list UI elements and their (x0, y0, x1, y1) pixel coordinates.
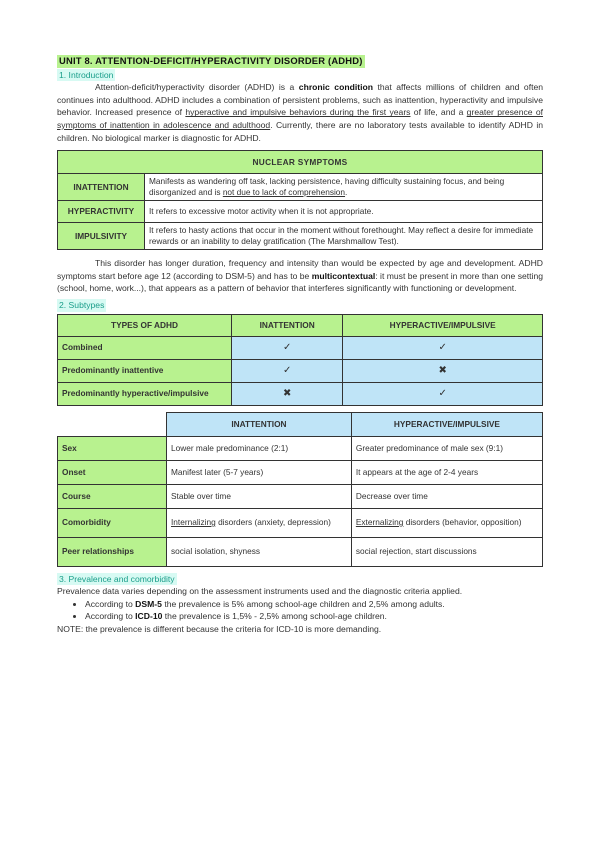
row-label: Course (58, 484, 167, 508)
table-row (58, 336, 543, 359)
row-label: Onset (58, 460, 167, 484)
list-item: • According to ICD-10 the prevalence is 1,5% - 2,5% among school-age children. (85, 610, 543, 623)
nuclear-symptoms-table (57, 150, 543, 250)
document-page (57, 55, 543, 636)
cross-mark: ✖ (232, 382, 343, 405)
row-text: It refers to hasty actions that occur in the moment without forethought. May reflect a desire for immediate rewards or an inability to delay gratification (The Marshmallow Test). (145, 223, 543, 250)
prevalence-list (57, 598, 543, 623)
row-label: Sex (58, 436, 167, 460)
column-header: INATTENTION (167, 412, 352, 436)
empty-corner-cell (58, 412, 167, 436)
row-label: HYPERACTIVITY (58, 201, 145, 223)
cell-hyperactive: Decrease over time (351, 484, 542, 508)
table-row (58, 223, 543, 250)
row-text: Manifests as wandering off task, lacking persistence, having difficulty sustaining focus, and being disorganized and is not due to lack of comprehension. (145, 174, 543, 201)
unit-title: UNIT 8. ATTENTION-DEFICIT/HYPERACTIVITY DISORDER (ADHD) (59, 55, 363, 66)
cell-hyperactive: Externalizing disorders (behavior, opposition) (351, 508, 542, 537)
table-row (58, 201, 543, 223)
row-text: It refers to excessive motor activity when it is not appropriate. (145, 201, 543, 223)
table-row (58, 484, 543, 508)
prevalence-intro: Prevalence data varies depending on the assessment instruments used and the diagnostic criteria applied. (57, 586, 463, 597)
comparison-table (57, 412, 543, 567)
section-heading-prevalence: 3. Prevalence and comorbidity (59, 573, 175, 584)
row-label: Peer relationships (58, 537, 167, 566)
cell-hyperactive: It appears at the age of 2-4 years (351, 460, 542, 484)
table-header: NUCLEAR SYMPTOMS (58, 151, 543, 174)
check-mark: ✓ (343, 336, 543, 359)
cross-mark: ✖ (343, 359, 543, 382)
table-row (58, 174, 543, 201)
cell-inattention: Internalizing disorders (anxiety, depression) (167, 508, 352, 537)
cell-inattention: social isolation, shyness (167, 537, 352, 566)
check-mark: ✓ (343, 382, 543, 405)
column-header: HYPERACTIVE/IMPULSIVE (343, 314, 543, 336)
row-label: Predominantly hyperactive/impulsive (58, 382, 232, 405)
row-label: IMPULSIVITY (58, 223, 145, 250)
cell-hyperactive: social rejection, start discussions (351, 537, 542, 566)
section-heading-introduction: 1. Introduction (59, 69, 114, 80)
row-label: Combined (58, 336, 232, 359)
subtypes-table (57, 314, 543, 406)
check-mark: ✓ (232, 336, 343, 359)
cell-hyperactive: Greater predominance of male sex (9:1) (351, 436, 542, 460)
column-header: INATTENTION (232, 314, 343, 336)
row-label: INATTENTION (58, 174, 145, 201)
intro-paragraph-2: This disorder has longer duration, frequency and intensity than would be expected by age and development. ADHD symptoms start before age 12 (according to DSM-5) and has to be multicontextual: it must be present in more than one setting (school, home, work...), that appears as a pattern of behavior that interferes significantly with functioning or development. (57, 258, 544, 294)
cell-inattention: Manifest later (5-7 years) (167, 460, 352, 484)
cell-inattention: Stable over time (167, 484, 352, 508)
table-row (58, 436, 543, 460)
table-row (58, 508, 543, 537)
section-heading-subtypes: 2. Subtypes (59, 299, 105, 310)
column-header: HYPERACTIVE/IMPULSIVE (351, 412, 542, 436)
table-row (58, 359, 543, 382)
intro-paragraph-1: Attention-deficit/hyperactivity disorder (ADHD) is a chronic condition that affects millions of children and often continues into adulthood. ADHD includes a combination of persistent problems, such as inattention, hyperactivity and impulsive behavior. Increased presence of hyperactive and impulsive behaviors during the first years of life, and a greater presence of symptoms of inattention in adolescence and adulthood. Currently, there are no laboratory tests available to identify ADHD in children. No biological marker is diagnostic for ADHD. (57, 82, 544, 143)
table-row (58, 460, 543, 484)
row-label: Predominantly inattentive (58, 359, 232, 382)
list-item: • According to DSM-5 the prevalence is 5% among school-age children and 2,5% among adults. (85, 598, 543, 611)
check-mark: ✓ (232, 359, 343, 382)
row-label: Comorbidity (58, 508, 167, 537)
column-header: TYPES OF ADHD (58, 314, 232, 336)
cell-inattention: Lower male predominance (2:1) (167, 436, 352, 460)
table-row (58, 382, 543, 405)
prevalence-note: NOTE: the prevalence is different because the criteria for ICD-10 is more demanding. (57, 623, 382, 634)
table-row (58, 537, 543, 566)
